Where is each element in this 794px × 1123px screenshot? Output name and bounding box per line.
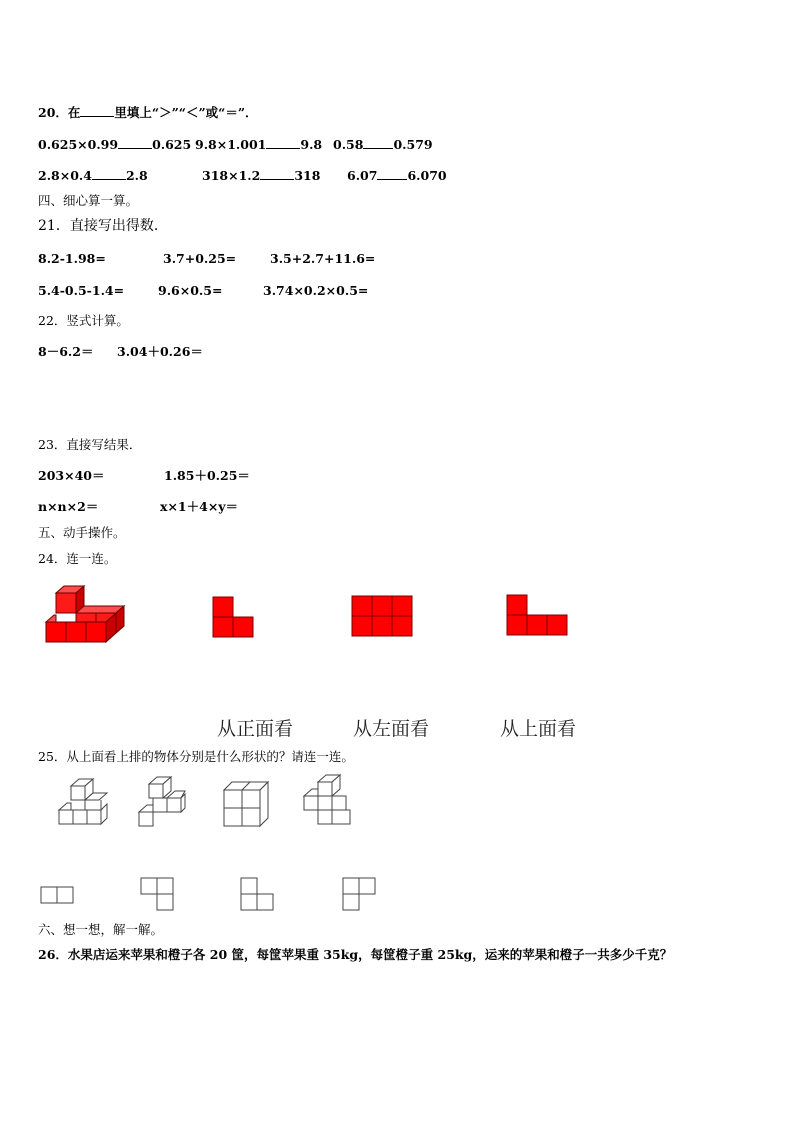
q22-title: 22．竖式计算。 <box>38 313 129 328</box>
answer-blank[interactable] <box>377 167 407 180</box>
caption-left-view: 从左面看 <box>353 718 430 740</box>
red-view-long-l-shape <box>506 594 568 636</box>
q21-expr: 3.5+2.7+11.6= <box>270 251 376 266</box>
q20-row-1-item-2: 9.8×1.001 9.8 <box>195 137 323 152</box>
q25-title: 25．从上面看上排的物体分别是什么形状的？请连一连。 <box>38 749 354 764</box>
q20-row-2-item-1: 2.8×0.4 2.8 <box>38 168 148 183</box>
section-6-heading: 六、想一想，解一解。 <box>38 922 164 937</box>
answer-blank[interactable] <box>363 136 393 149</box>
q21-expr: 3.74×0.2×0.5= <box>263 283 369 298</box>
section-5-heading: 五、动手操作。 <box>38 525 126 540</box>
q22-expr: 3.04＋0.26＝ <box>117 344 203 359</box>
top-view-shape-3 <box>240 877 280 913</box>
q22-expr: 8－6.2＝ <box>38 344 94 359</box>
q26-text: 26．水果店运来苹果和橙子各 20 筐，每筐苹果重 35kg，每筐橙子重 25kg，运来的苹果和橙子一共多少千克？ <box>38 947 673 962</box>
caption-top-view: 从上面看 <box>500 718 577 740</box>
q21-expr: 5.4-0.5-1.4= <box>38 283 125 298</box>
q21-expr: 3.7+0.25= <box>163 251 237 266</box>
q20-title: 20．在 里填上“＞”“＜”或“＝”． <box>38 105 258 120</box>
red-view-l-shape <box>212 596 256 638</box>
answer-blank[interactable] <box>260 167 294 180</box>
top-view-shape-4 <box>342 877 382 913</box>
q23-expr: 1.85＋0.25＝ <box>164 468 250 483</box>
answer-blank[interactable] <box>266 136 300 149</box>
cube-stack-outline-2 <box>135 776 191 832</box>
red-cube-stack-3d <box>44 584 134 644</box>
q21-expr: 8.2-1.98= <box>38 251 106 266</box>
q20-row-1-item-1: 0.625×0.99 0.625 <box>38 137 192 152</box>
red-view-3x2-grid <box>351 595 413 637</box>
answer-blank[interactable] <box>92 167 126 180</box>
answer-blank[interactable] <box>118 136 152 149</box>
q20-row-1-item-3: 0.58 0.579 <box>333 137 433 152</box>
q20-row-2-item-2: 318×1.2 318 <box>202 168 321 183</box>
cube-stack-outline-1 <box>57 776 117 828</box>
q23-expr: n×n×2＝ <box>38 499 99 514</box>
q21-expr: 9.6×0.5= <box>158 283 223 298</box>
q21-title: 21．直接写出得数． <box>38 218 168 234</box>
q23-expr: x×1＋4×y＝ <box>160 499 239 514</box>
answer-blank[interactable] <box>80 104 114 117</box>
q20-row-2-item-3: 6.07 6.070 <box>347 168 447 183</box>
section-4-heading: 四、细心算一算。 <box>38 193 139 208</box>
q24-title: 24．连一连。 <box>38 551 117 566</box>
q23-title: 23．直接写结果． <box>38 437 142 452</box>
q23-expr: 203×40＝ <box>38 468 105 483</box>
caption-front-view: 从正面看 <box>217 718 294 740</box>
cube-stack-outline-3 <box>222 780 272 830</box>
top-view-shape-2 <box>140 877 176 913</box>
cube-stack-outline-4 <box>300 774 356 830</box>
top-view-two-squares <box>40 886 76 906</box>
